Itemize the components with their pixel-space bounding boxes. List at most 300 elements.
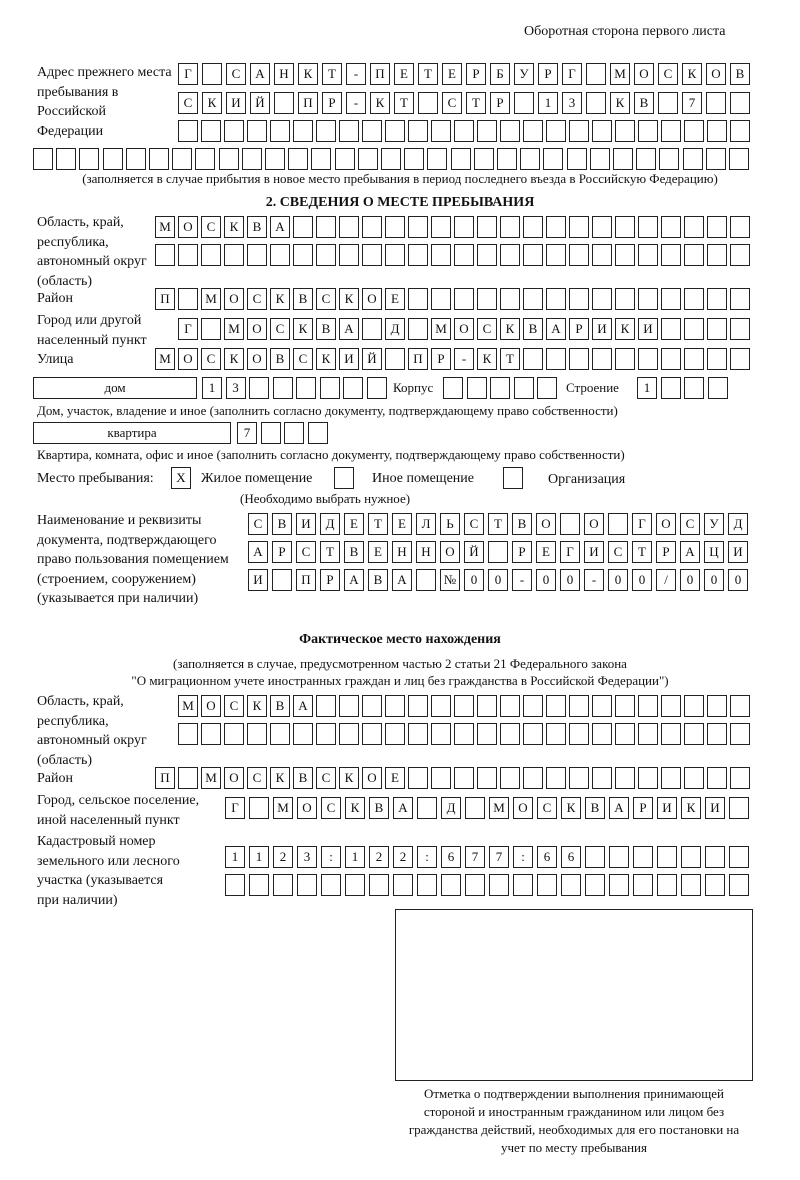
char-cell[interactable] [500,695,520,717]
char-cell[interactable]: В [730,63,750,85]
char-cell[interactable]: С [464,513,484,535]
char-cell[interactable] [155,244,175,266]
char-cell[interactable] [590,148,610,170]
char-cell[interactable] [633,874,653,896]
char-cell[interactable] [684,288,704,310]
char-cell[interactable] [339,216,359,238]
char-cell[interactable] [569,723,589,745]
char-cell[interactable]: Е [394,63,414,85]
char-cell[interactable]: 7 [682,92,702,114]
char-cell[interactable]: У [704,513,724,535]
char-cell[interactable] [661,377,681,399]
char-cell[interactable]: В [247,216,267,238]
char-cell[interactable]: П [155,767,175,789]
char-cell[interactable]: О [247,318,267,340]
char-cell[interactable]: Р [538,63,558,85]
char-cell[interactable] [684,377,704,399]
char-cell[interactable]: О [513,797,533,819]
char-cell[interactable] [381,148,401,170]
char-cell[interactable] [546,216,566,238]
char-cell[interactable]: Д [385,318,405,340]
char-cell[interactable] [661,244,681,266]
char-cell[interactable]: А [250,63,270,85]
char-cell[interactable] [172,148,192,170]
char-cell[interactable] [316,120,336,142]
char-cell[interactable] [293,216,313,238]
char-cell[interactable] [638,348,658,370]
char-cell[interactable]: М [273,797,293,819]
char-cell[interactable] [293,244,313,266]
char-cell[interactable] [569,244,589,266]
char-cell[interactable] [404,148,424,170]
char-cell[interactable]: 0 [464,569,484,591]
char-cell[interactable] [427,148,447,170]
char-cell[interactable] [684,120,704,142]
char-cell[interactable]: С [201,348,221,370]
char-cell[interactable] [321,874,341,896]
char-cell[interactable] [537,874,557,896]
char-cell[interactable] [79,148,99,170]
char-cell[interactable] [546,695,566,717]
char-cell[interactable]: О [634,63,654,85]
char-cell[interactable] [633,846,653,868]
char-cell[interactable] [586,92,606,114]
char-cell[interactable] [683,148,703,170]
char-cell[interactable] [431,695,451,717]
char-cell[interactable] [638,216,658,238]
char-cell[interactable]: - [454,348,474,370]
char-cell[interactable]: 6 [537,846,557,868]
char-cell[interactable]: 0 [728,569,748,591]
char-cell[interactable] [385,348,405,370]
char-cell[interactable] [358,148,378,170]
char-cell[interactable] [514,92,534,114]
char-cell[interactable]: 0 [632,569,652,591]
char-cell[interactable] [441,874,461,896]
char-cell[interactable] [523,767,543,789]
char-cell[interactable]: 6 [441,846,461,868]
char-cell[interactable] [418,92,438,114]
char-cell[interactable] [684,318,704,340]
char-cell[interactable]: И [296,513,316,535]
char-cell[interactable] [523,723,543,745]
char-cell[interactable] [417,874,437,896]
char-cell[interactable] [408,216,428,238]
char-cell[interactable] [684,723,704,745]
char-cell[interactable] [454,216,474,238]
char-cell[interactable]: 0 [680,569,700,591]
char-cell[interactable]: К [339,767,359,789]
char-cell[interactable] [270,723,290,745]
char-cell[interactable]: А [344,569,364,591]
char-cell[interactable] [490,377,510,399]
char-cell[interactable] [585,846,605,868]
char-cell[interactable] [261,422,281,444]
char-cell[interactable] [523,216,543,238]
char-cell[interactable] [393,874,413,896]
char-cell[interactable] [684,767,704,789]
char-cell[interactable] [592,288,612,310]
char-cell[interactable] [454,723,474,745]
char-cell[interactable]: К [293,318,313,340]
char-cell[interactable] [523,244,543,266]
char-cell[interactable] [729,797,749,819]
char-cell[interactable]: - [512,569,532,591]
char-cell[interactable] [684,244,704,266]
char-cell[interactable]: С [658,63,678,85]
char-cell[interactable]: О [584,513,604,535]
char-cell[interactable]: Т [418,63,438,85]
char-cell[interactable]: С [316,288,336,310]
char-cell[interactable] [661,216,681,238]
char-cell[interactable]: В [272,513,292,535]
char-cell[interactable]: К [681,797,701,819]
char-cell[interactable]: С [270,318,290,340]
char-cell[interactable] [362,120,382,142]
char-cell[interactable]: О [536,513,556,535]
char-cell[interactable] [316,723,336,745]
char-cell[interactable] [569,288,589,310]
char-cell[interactable]: И [638,318,658,340]
char-cell[interactable] [661,348,681,370]
char-cell[interactable] [247,244,267,266]
char-cell[interactable]: К [682,63,702,85]
char-cell[interactable]: Г [560,541,580,563]
char-cell[interactable] [339,723,359,745]
char-cell[interactable]: О [201,695,221,717]
char-cell[interactable]: В [369,797,389,819]
char-cell[interactable]: - [346,63,366,85]
char-cell[interactable] [488,541,508,563]
char-cell[interactable]: Й [250,92,270,114]
char-cell[interactable]: 3 [297,846,317,868]
char-cell[interactable]: У [514,63,534,85]
char-cell[interactable] [523,695,543,717]
char-cell[interactable]: С [226,63,246,85]
char-cell[interactable]: Р [466,63,486,85]
char-cell[interactable]: В [523,318,543,340]
char-cell[interactable]: 1 [538,92,558,114]
char-cell[interactable] [477,695,497,717]
char-cell[interactable]: 0 [488,569,508,591]
char-cell[interactable] [661,695,681,717]
char-cell[interactable]: А [270,216,290,238]
char-cell[interactable] [454,244,474,266]
char-cell[interactable] [247,723,267,745]
char-cell[interactable]: 6 [561,846,581,868]
stay-option-2-checkbox[interactable] [334,467,354,489]
char-cell[interactable] [500,216,520,238]
char-cell[interactable] [638,288,658,310]
char-cell[interactable] [609,846,629,868]
char-cell[interactable]: А [339,318,359,340]
char-cell[interactable] [320,377,340,399]
char-cell[interactable] [659,148,679,170]
char-cell[interactable] [569,348,589,370]
char-cell[interactable]: Г [178,63,198,85]
char-cell[interactable] [729,846,749,868]
char-cell[interactable]: : [321,846,341,868]
char-cell[interactable] [284,422,304,444]
char-cell[interactable]: Р [272,541,292,563]
char-cell[interactable] [561,874,581,896]
char-cell[interactable]: Д [441,797,461,819]
char-cell[interactable]: И [592,318,612,340]
char-cell[interactable] [339,244,359,266]
char-cell[interactable]: Ь [440,513,460,535]
char-cell[interactable]: О [440,541,460,563]
char-cell[interactable] [661,723,681,745]
char-cell[interactable] [201,244,221,266]
char-cell[interactable]: О [656,513,676,535]
char-cell[interactable]: 3 [562,92,582,114]
char-cell[interactable]: М [201,767,221,789]
char-cell[interactable] [343,377,363,399]
char-cell[interactable]: М [155,216,175,238]
char-cell[interactable] [592,767,612,789]
char-cell[interactable] [454,120,474,142]
char-cell[interactable] [546,767,566,789]
char-cell[interactable]: М [224,318,244,340]
char-cell[interactable] [706,148,726,170]
char-cell[interactable] [273,874,293,896]
char-cell[interactable] [523,120,543,142]
char-cell[interactable] [592,120,612,142]
char-cell[interactable]: О [178,216,198,238]
char-cell[interactable] [520,148,540,170]
char-cell[interactable]: И [339,348,359,370]
char-cell[interactable] [681,846,701,868]
char-cell[interactable]: П [155,288,175,310]
char-cell[interactable]: К [270,767,290,789]
char-cell[interactable]: Й [362,348,382,370]
char-cell[interactable]: В [316,318,336,340]
char-cell[interactable] [385,723,405,745]
char-cell[interactable] [705,846,725,868]
char-cell[interactable] [615,723,635,745]
char-cell[interactable] [465,797,485,819]
char-cell[interactable] [661,120,681,142]
char-cell[interactable] [195,148,215,170]
char-cell[interactable]: Т [368,513,388,535]
char-cell[interactable] [546,288,566,310]
char-cell[interactable] [657,846,677,868]
char-cell[interactable] [242,148,262,170]
char-cell[interactable] [126,148,146,170]
char-cell[interactable] [730,318,750,340]
char-cell[interactable] [569,216,589,238]
char-cell[interactable]: 1 [637,377,657,399]
char-cell[interactable]: О [454,318,474,340]
char-cell[interactable] [730,695,750,717]
char-cell[interactable] [592,348,612,370]
char-cell[interactable] [729,148,749,170]
char-cell[interactable]: В [293,767,313,789]
char-cell[interactable]: П [408,348,428,370]
char-cell[interactable]: В [344,541,364,563]
char-cell[interactable] [613,148,633,170]
char-cell[interactable]: 0 [704,569,724,591]
char-cell[interactable]: Е [442,63,462,85]
char-cell[interactable] [681,874,701,896]
char-cell[interactable] [362,318,382,340]
char-cell[interactable]: О [224,288,244,310]
char-cell[interactable]: Й [464,541,484,563]
char-cell[interactable]: Т [500,348,520,370]
char-cell[interactable] [513,874,533,896]
char-cell[interactable]: 7 [465,846,485,868]
char-cell[interactable]: № [440,569,460,591]
char-cell[interactable]: Ц [704,541,724,563]
char-cell[interactable]: В [634,92,654,114]
char-cell[interactable] [224,244,244,266]
char-cell[interactable]: 1 [202,377,222,399]
char-cell[interactable]: С [178,92,198,114]
char-cell[interactable] [592,216,612,238]
char-cell[interactable] [178,288,198,310]
char-cell[interactable]: 0 [560,569,580,591]
char-cell[interactable]: В [512,513,532,535]
char-cell[interactable]: К [477,348,497,370]
char-cell[interactable]: В [270,348,290,370]
char-cell[interactable] [684,348,704,370]
char-cell[interactable] [33,148,53,170]
char-cell[interactable] [385,216,405,238]
char-cell[interactable] [537,377,557,399]
char-cell[interactable]: 7 [237,422,257,444]
char-cell[interactable] [247,120,267,142]
char-cell[interactable] [615,288,635,310]
char-cell[interactable] [339,120,359,142]
char-cell[interactable]: С [296,541,316,563]
char-cell[interactable]: Т [466,92,486,114]
char-cell[interactable]: А [248,541,268,563]
char-cell[interactable]: И [226,92,246,114]
char-cell[interactable] [339,695,359,717]
char-cell[interactable]: Г [632,513,652,535]
char-cell[interactable]: О [224,767,244,789]
char-cell[interactable]: О [362,288,382,310]
char-cell[interactable] [477,723,497,745]
char-cell[interactable] [608,513,628,535]
char-cell[interactable]: С [247,767,267,789]
char-cell[interactable] [730,288,750,310]
char-cell[interactable]: О [247,348,267,370]
char-cell[interactable]: 3 [226,377,246,399]
char-cell[interactable]: Е [385,288,405,310]
char-cell[interactable]: К [345,797,365,819]
char-cell[interactable] [567,148,587,170]
char-cell[interactable]: В [293,288,313,310]
char-cell[interactable] [362,723,382,745]
char-cell[interactable] [730,723,750,745]
char-cell[interactable]: Д [728,513,748,535]
char-cell[interactable]: Е [344,513,364,535]
char-cell[interactable] [489,874,509,896]
char-cell[interactable]: С [248,513,268,535]
char-cell[interactable] [249,377,269,399]
char-cell[interactable]: К [224,216,244,238]
char-cell[interactable] [707,767,727,789]
char-cell[interactable] [638,695,658,717]
char-cell[interactable] [297,874,317,896]
char-cell[interactable]: Р [322,92,342,114]
char-cell[interactable] [609,874,629,896]
char-cell[interactable] [477,288,497,310]
char-cell[interactable] [658,92,678,114]
char-cell[interactable] [431,288,451,310]
char-cell[interactable]: О [362,767,382,789]
char-cell[interactable]: 2 [369,846,389,868]
char-cell[interactable]: К [339,288,359,310]
char-cell[interactable] [224,723,244,745]
char-cell[interactable] [543,148,563,170]
char-cell[interactable] [345,874,365,896]
char-cell[interactable] [431,244,451,266]
char-cell[interactable]: И [584,541,604,563]
char-cell[interactable] [500,723,520,745]
char-cell[interactable]: Г [225,797,245,819]
char-cell[interactable] [707,288,727,310]
char-cell[interactable] [708,377,728,399]
char-cell[interactable]: И [728,541,748,563]
char-cell[interactable] [730,92,750,114]
char-cell[interactable] [308,422,328,444]
char-cell[interactable] [465,874,485,896]
char-cell[interactable] [273,377,293,399]
char-cell[interactable] [707,723,727,745]
char-cell[interactable] [316,244,336,266]
char-cell[interactable] [705,874,725,896]
char-cell[interactable] [249,874,269,896]
char-cell[interactable]: Г [562,63,582,85]
char-cell[interactable]: М [610,63,630,85]
char-cell[interactable] [707,216,727,238]
char-cell[interactable] [546,120,566,142]
char-cell[interactable] [249,797,269,819]
char-cell[interactable] [523,348,543,370]
char-cell[interactable] [546,723,566,745]
char-cell[interactable]: П [298,92,318,114]
char-cell[interactable] [661,318,681,340]
char-cell[interactable] [729,874,749,896]
char-cell[interactable] [274,92,294,114]
char-cell[interactable] [431,216,451,238]
char-cell[interactable] [615,695,635,717]
char-cell[interactable]: Р [320,569,340,591]
char-cell[interactable]: С [680,513,700,535]
char-cell[interactable] [592,244,612,266]
char-cell[interactable]: Е [385,767,405,789]
char-cell[interactable]: Н [416,541,436,563]
char-cell[interactable]: С [247,288,267,310]
char-cell[interactable]: Р [512,541,532,563]
char-cell[interactable] [270,244,290,266]
char-cell[interactable]: С [442,92,462,114]
char-cell[interactable]: А [392,569,412,591]
char-cell[interactable]: А [393,797,413,819]
char-cell[interactable] [546,348,566,370]
char-cell[interactable] [178,120,198,142]
char-cell[interactable] [707,695,727,717]
char-cell[interactable] [586,63,606,85]
char-cell[interactable] [707,244,727,266]
char-cell[interactable]: С [201,216,221,238]
char-cell[interactable] [661,288,681,310]
char-cell[interactable] [615,244,635,266]
char-cell[interactable]: И [657,797,677,819]
char-cell[interactable]: Т [320,541,340,563]
